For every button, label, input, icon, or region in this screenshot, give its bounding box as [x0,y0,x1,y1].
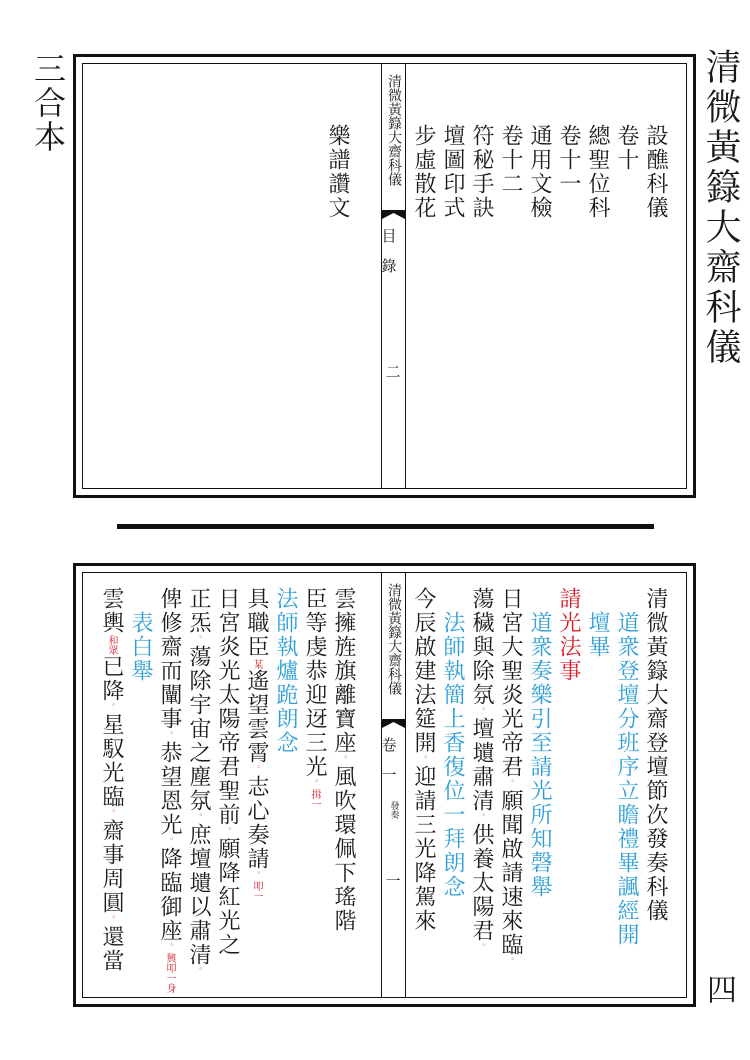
spine-section-note: 發奏 [388,801,399,819]
text-segment: 日宮炎光太陽帝君聖前 [215,587,240,827]
spine-title: 清微黃籙大齋科儀 [386,74,402,186]
text-column [612,587,641,967]
text-segment: 已降 [99,655,124,703]
spine-page-number: 二 [383,364,402,379]
text-column [583,587,612,967]
text-segment: 日宮大聖炎光帝君 [498,587,523,779]
punctuation-mark: 。 [107,703,116,713]
text-column: 符秘手訣 [469,124,494,220]
text-column [525,587,554,967]
text-column [641,587,670,967]
punctuation-mark: 。 [477,943,486,953]
text-segment: 迎請三光降駕來 [411,765,436,933]
text-segment: 遙望雲霄 [244,669,269,765]
bottom-page-inner-border [82,572,687,998]
punctuation-mark: 。 [165,731,174,741]
punctuation-mark: 。 [310,779,319,789]
text-column: 步虛散花 [411,124,436,220]
punctuation-mark: 。 [477,707,486,717]
text-column: 卷十二 [498,124,523,196]
text-column [97,587,126,993]
ritual-note: 叩一 [251,881,262,901]
text-segment: 蕩除宇宙之塵氛 [186,645,211,813]
spine-fishtail-top [382,210,405,219]
text-segment: 具職臣 [244,587,269,659]
top-page-inner-border [82,63,687,489]
punctuation-mark: 。 [252,871,261,881]
text-column: 總聖位科 [585,124,610,220]
text-column [554,587,583,967]
bottom-page-left-text [97,587,358,993]
text-column [409,587,438,967]
text-column [242,587,271,993]
text-segment: 壇壝肅清 [469,717,494,813]
punctuation-mark: 。 [252,765,261,775]
page-number: 四 [701,974,736,1004]
text-segment: 志心奏請 [244,775,269,871]
punctuation-mark: 。 [506,779,515,789]
ritual-instruction: 壇畢 [585,587,610,659]
top-page-left-text [323,124,352,220]
text-segment: 齋事周圓 [99,819,124,915]
text-column [126,587,155,993]
text-column [155,587,184,993]
top-page-right-text [409,124,670,220]
text-column: 通用文檢 [527,124,552,220]
punctuation-mark: 。 [194,635,203,645]
text-segment: 俾修齋而闡事 [157,587,182,731]
punctuation-mark: 。 [165,943,174,953]
text-column [329,587,358,993]
text-column: 壇圖印式 [440,124,465,220]
ritual-instruction: 道衆登壇分班序立瞻禮畢諷經開 [614,587,639,947]
text-column [213,587,242,993]
text-segment: 星馭光臨 [99,713,124,809]
section-heading: 請光法事 [556,587,581,683]
punctuation-mark: 。 [165,837,174,847]
punctuation-mark: 。 [107,915,116,925]
spine-fishtail-top [382,719,405,728]
text-segment: 恭望恩光 [157,741,182,837]
text-segment: 還當 [99,925,124,973]
bottom-page-frame [73,563,696,1007]
text-column [467,587,496,967]
ritual-instruction: 表白舉 [128,587,153,683]
text-segment: 雲輿 [99,587,124,635]
page-divider [117,524,654,529]
ritual-note: 和眾 [106,635,117,655]
ritual-note: 揖一 [309,789,320,809]
spine-label: 卷 一 [379,737,398,782]
spine-page-number: 一 [383,873,402,888]
text-column: 卷十一 [556,124,581,196]
text-segment: 願降紅光之 [215,837,240,957]
punctuation-mark: 。 [506,957,515,967]
text-column: 設醮科儀 [643,124,668,220]
punctuation-mark: 。 [339,755,348,765]
bottom-page-spine [381,573,406,997]
top-page-spine [381,64,406,488]
punctuation-mark: 。 [194,967,203,977]
text-column: 卷十 [614,124,639,172]
ritual-note: 某 [251,659,262,669]
ritual-instruction: 法師執簡上香復位一拜朗念 [440,587,465,899]
punctuation-mark: 。 [194,813,203,823]
punctuation-mark: 。 [107,809,116,819]
text-column [496,587,525,967]
text-column [271,587,300,993]
top-page-frame [73,54,696,498]
text-segment: 臣等虔恭迎迓三光 [302,587,327,779]
bottom-page-right-text [409,587,670,967]
text-segment: 今辰啟建法筵開 [411,587,436,755]
text-segment: 正炁 [186,587,211,635]
text-segment: 清微黃籙大齋登壇節次發奏科儀 [643,587,668,923]
edition-label: 三合本 [29,52,67,154]
punctuation-mark: 。 [223,827,232,837]
punctuation-mark: 。 [419,755,428,765]
spine-label: 目 錄 [379,228,398,273]
ritual-instruction: 法師執爐跪朗念 [273,587,298,755]
text-column [300,587,329,993]
text-column [438,587,467,967]
ritual-instruction: 道衆奏樂引至請光所知磬舉 [527,587,552,899]
text-segment: 庶壇壝以肅清 [186,823,211,967]
text-segment: 蕩穢與除氛 [469,587,494,707]
spine-title: 清微黃籙大齋科儀 [386,583,402,695]
text-segment: 願聞啟請速來臨 [498,789,523,957]
text-segment: 雲擁旌旗離寶座 [331,587,356,755]
ritual-note: 興叩一身 [164,953,175,993]
text-column [184,587,213,993]
punctuation-mark: 。 [477,813,486,823]
text-segment: 供養太陽君 [469,823,494,943]
text-column: 樂譜讚文 [325,124,350,220]
text-segment: 風吹環佩下瑤階 [331,765,356,933]
text-segment: 降臨御座 [157,847,182,943]
book-title: 清微黃籙大齋科儀 [700,48,741,368]
